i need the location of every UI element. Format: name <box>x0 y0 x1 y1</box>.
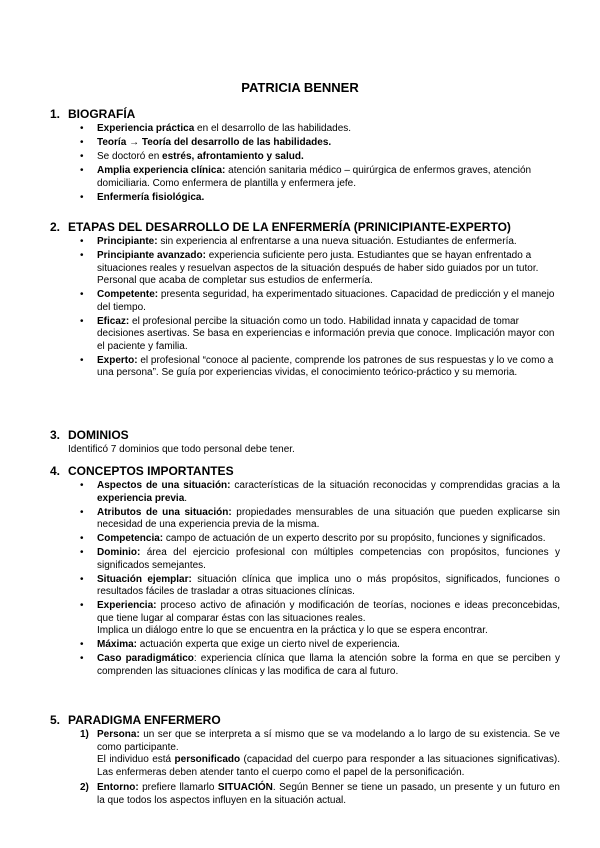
section-paradigma <box>50 713 560 810</box>
list-item: • Competencia: campo de actuación de un experto descrito por su propósito, funciones y significados. <box>50 533 560 546</box>
list-item: • Principiante: sin experiencia al enfrentarse a una nueva situación. Estudiantes de enfermería. <box>50 236 560 249</box>
section-text: Identificó 7 dominios que todo personal debe tener. <box>68 444 295 455</box>
section-heading: 1. BIOGRAFÍA <box>50 107 136 121</box>
list-item: • Experiencia: proceso activo de afinación y modificación de teorías, nociones e ideas preconcebidas, que tiene lugar al comparar éstas con las situaciones reales. Implica un diálogo entre lo que se encuentra en la práctica y lo que se espera encontrar. <box>50 600 560 638</box>
list-item: 1) Persona: un ser que se interpreta a sí mismo que se va modelando a lo largo de su existencia. Se ve como participante. El individuo está personificado (capacidad del cuerpo para responder a las situaciones significativas). Las enfermeras deben atender tanto el cuerpo como el papel de la personificación. <box>80 729 560 778</box>
list-item: • Situación ejemplar: situación clínica que implica uno o más propósitos, significados, funciones o resultados fáciles de trasladar a otras situaciones clínicas. <box>50 574 560 599</box>
list-item: • Caso paradigmático: experiencia clínica que llama la atención sobre la forma en que se perciben y comprenden las situaciones clínicas y las modifica de cara al futuro. <box>50 653 560 678</box>
section-biografia <box>50 107 560 206</box>
list-item: • Eficaz: el profesional percibe la situación como un todo. Habilidad innata y capacidad de tomar decisiones asertivas. Se basa en experiencias e información previa que conoce. Implicación mayor con el paciente y familia. <box>50 316 560 354</box>
list-item: • Aspectos de una situación: características de la situación reconocidas y comprendidas gracias a la experiencia previa. <box>50 480 560 505</box>
page-title: PATRICIA BENNER <box>241 80 359 95</box>
list-item: • Se doctoró en estrés, afrontamiento y salud. <box>50 151 560 164</box>
section-heading: 4. CONCEPTOS IMPORTANTES <box>50 464 234 478</box>
list-item: • Experiencia práctica en el desarrollo de las habilidades. <box>50 123 560 136</box>
section-conceptos <box>50 464 560 680</box>
list-item: • Máxima: actuación experta que exige un cierto nivel de experiencia. <box>50 639 560 652</box>
list-item: • Amplia experiencia clínica: atención sanitaria médico – quirúrgica de enfermos graves, atención domiciliaria. Como enfermera de plantilla y enfermera jefe. <box>50 165 560 190</box>
list-item: • Experto: el profesional “conoce al paciente, comprende los patrones de sus respuestas y lo ve como a una persona”. Se guía por experiencias vividas, el conocimiento teórico-práctico y su memoria. <box>50 355 560 380</box>
section-etapas <box>50 220 560 381</box>
arrow-right-icon: → <box>129 137 140 148</box>
list-item: • Atributos de una situación: propiedades mensurables de una situación que pueden explicarse sin necesidad de una experiencia previa de la misma. <box>50 507 560 532</box>
list-item: • Competente: presenta seguridad, ha experimentado situaciones. Capacidad de predicción y el manejo del tiempo. <box>50 289 560 314</box>
section-dominios <box>50 428 560 457</box>
list-item: • Teoría → Teoría del desarrollo de las habilidades. <box>50 137 560 150</box>
list-item: • Enfermería fisiológica. <box>50 192 560 205</box>
list-item: 2) Entorno: prefiere llamarlo SITUACIÓN. Según Benner se tiene un pasado, un presente y un futuro en la que todos los aspectos influyen en la situación actual. <box>80 782 560 806</box>
section-heading: 3. DOMINIOS <box>50 428 129 442</box>
section-heading: 5. PARADIGMA ENFERMERO <box>50 713 221 727</box>
list-item: • Dominio: área del ejercicio profesional con múltiples competencias con propósitos, funciones y significados semejantes. <box>50 547 560 572</box>
section-heading: 2. ETAPAS DEL DESARROLLO DE LA ENFERMERÍA (PRINICIPIANTE-EXPERTO) <box>50 220 511 234</box>
list-item: • Principiante avanzado: experiencia suficiente pero justa. Estudiantes que se hayan enfrentado a situaciones reales y resuelvan aspectos de la situación después de haber sido guiados por un tutor. Personal que acaba de completar sus estudios de enfermería. <box>50 250 560 288</box>
